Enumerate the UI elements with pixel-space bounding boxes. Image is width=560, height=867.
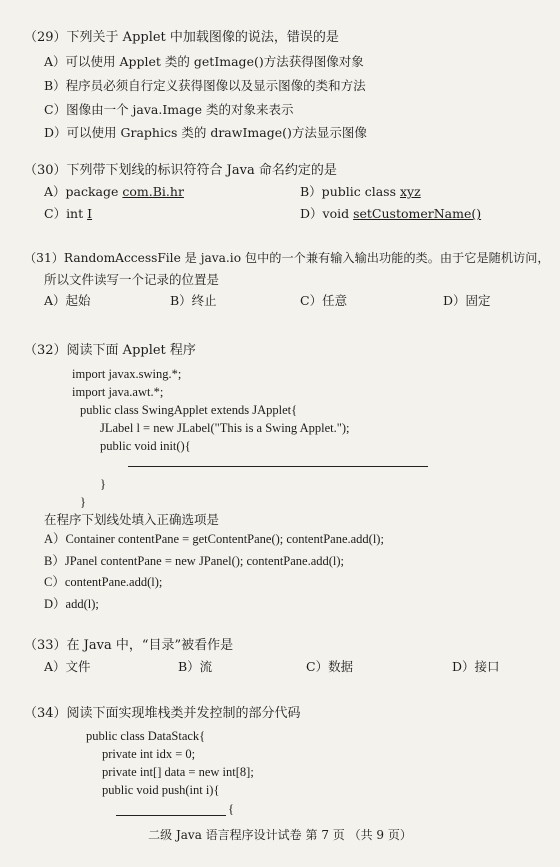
q32-code-line-3: public class SwingApplet extends JApplet{: [80, 403, 298, 417]
q30-option-a: [44, 184, 184, 200]
q30-option-c-identifier: I: [87, 206, 93, 221]
q33-option-d: D）接口: [452, 659, 500, 674]
q32-prompt: 在程序下划线处填入正确选项是: [44, 512, 220, 527]
q31-option-c: C）任意: [300, 293, 348, 308]
q30-option-d-identifier: setCustomerName(): [353, 206, 482, 221]
q32-code-line-7: }: [80, 495, 86, 509]
q33-option-a: A）文件: [44, 659, 91, 674]
q30-option-b-prefix: B）public class: [300, 184, 400, 199]
q33-stem: （33）在 Java 中，“目录”被看作是: [24, 638, 234, 653]
q31-option-d: D）固定: [443, 293, 491, 308]
q31-option-a: A）起始: [44, 293, 91, 308]
q30-option-c-prefix: C）int: [44, 206, 88, 221]
q32-code-blank: [128, 466, 428, 467]
q32-code-line-6: }: [100, 477, 106, 491]
q33-option-b: B）流: [178, 659, 213, 674]
q32-code-line-5: public void init(){: [100, 439, 191, 453]
q34-code-line-3: private int[] data = new int[8];: [102, 765, 254, 779]
q32-option-a: A）Container contentPane = getContentPane(); contentPane.add(l);: [44, 532, 384, 546]
q32-code-line-4: JLabel l = new JLabel("This is a Swing Applet.");: [100, 421, 350, 435]
q29-option-d: D）可以使用 Graphics 类的 drawImage()方法显示图像: [44, 125, 367, 140]
q34-code-blank: [116, 815, 226, 816]
q32-option-b: B）JPanel contentPane = new JPanel(); contentPane.add(l);: [44, 554, 345, 568]
q33-option-c: C）数据: [306, 659, 354, 674]
q34-stem: （34）阅读下面实现堆栈类并发控制的部分代码: [24, 706, 301, 721]
q31-option-b: B）终止: [170, 293, 217, 308]
q32-option-d: D）add(l);: [44, 597, 99, 611]
q30-option-a-identifier: com.Bi.hr: [122, 184, 184, 199]
q30-stem: （30）下列带下划线的标识符符合 Java 命名约定的是: [24, 163, 337, 178]
q29-option-a: A）可以使用 Applet 类的 getImage()方法获得图像对象: [44, 54, 364, 69]
q32-stem: （32）阅读下面 Applet 程序: [24, 343, 196, 358]
q30-option-d: [300, 206, 481, 222]
q30-option-a-prefix: A）package: [44, 184, 123, 199]
q32-option-c: C）contentPane.add(l);: [44, 575, 163, 589]
q32-code-line-2: import java.awt.*;: [72, 385, 164, 399]
q31-stem-line2: 所以文件读写一个记录的位置是: [44, 272, 220, 287]
q32-code-line-1: import javax.swing.*;: [72, 367, 182, 381]
q30-option-b: [300, 184, 421, 200]
q29-stem: （29）下列关于 Applet 中加载图像的说法，错误的是: [24, 30, 339, 45]
q30-option-b-identifier: xyz: [399, 184, 421, 199]
q34-code-line-1: public class DataStack{: [86, 729, 206, 743]
q34-code-line-4: public void push(int i){: [102, 783, 220, 797]
q34-code-line-5: {: [228, 802, 234, 816]
q30-option-c: [44, 206, 92, 222]
q34-code-line-2: private int idx = 0;: [102, 747, 196, 761]
q29-option-c: C）图像由一个 java.Image 类的对象来表示: [44, 102, 294, 117]
q30-option-d-prefix: D）void: [300, 206, 354, 221]
page-footer: 二级 Java 语言程序设计试卷 第 7 页 （共 9 页）: [148, 828, 412, 842]
q29-option-b: B）程序员必须自行定义获得图像以及显示图像的类和方法: [44, 78, 366, 93]
q31-stem-line1: （31）RandomAccessFile 是 java.io 包中的一个兼有输入输出功能的类。由于它是随机访问，: [24, 251, 550, 265]
